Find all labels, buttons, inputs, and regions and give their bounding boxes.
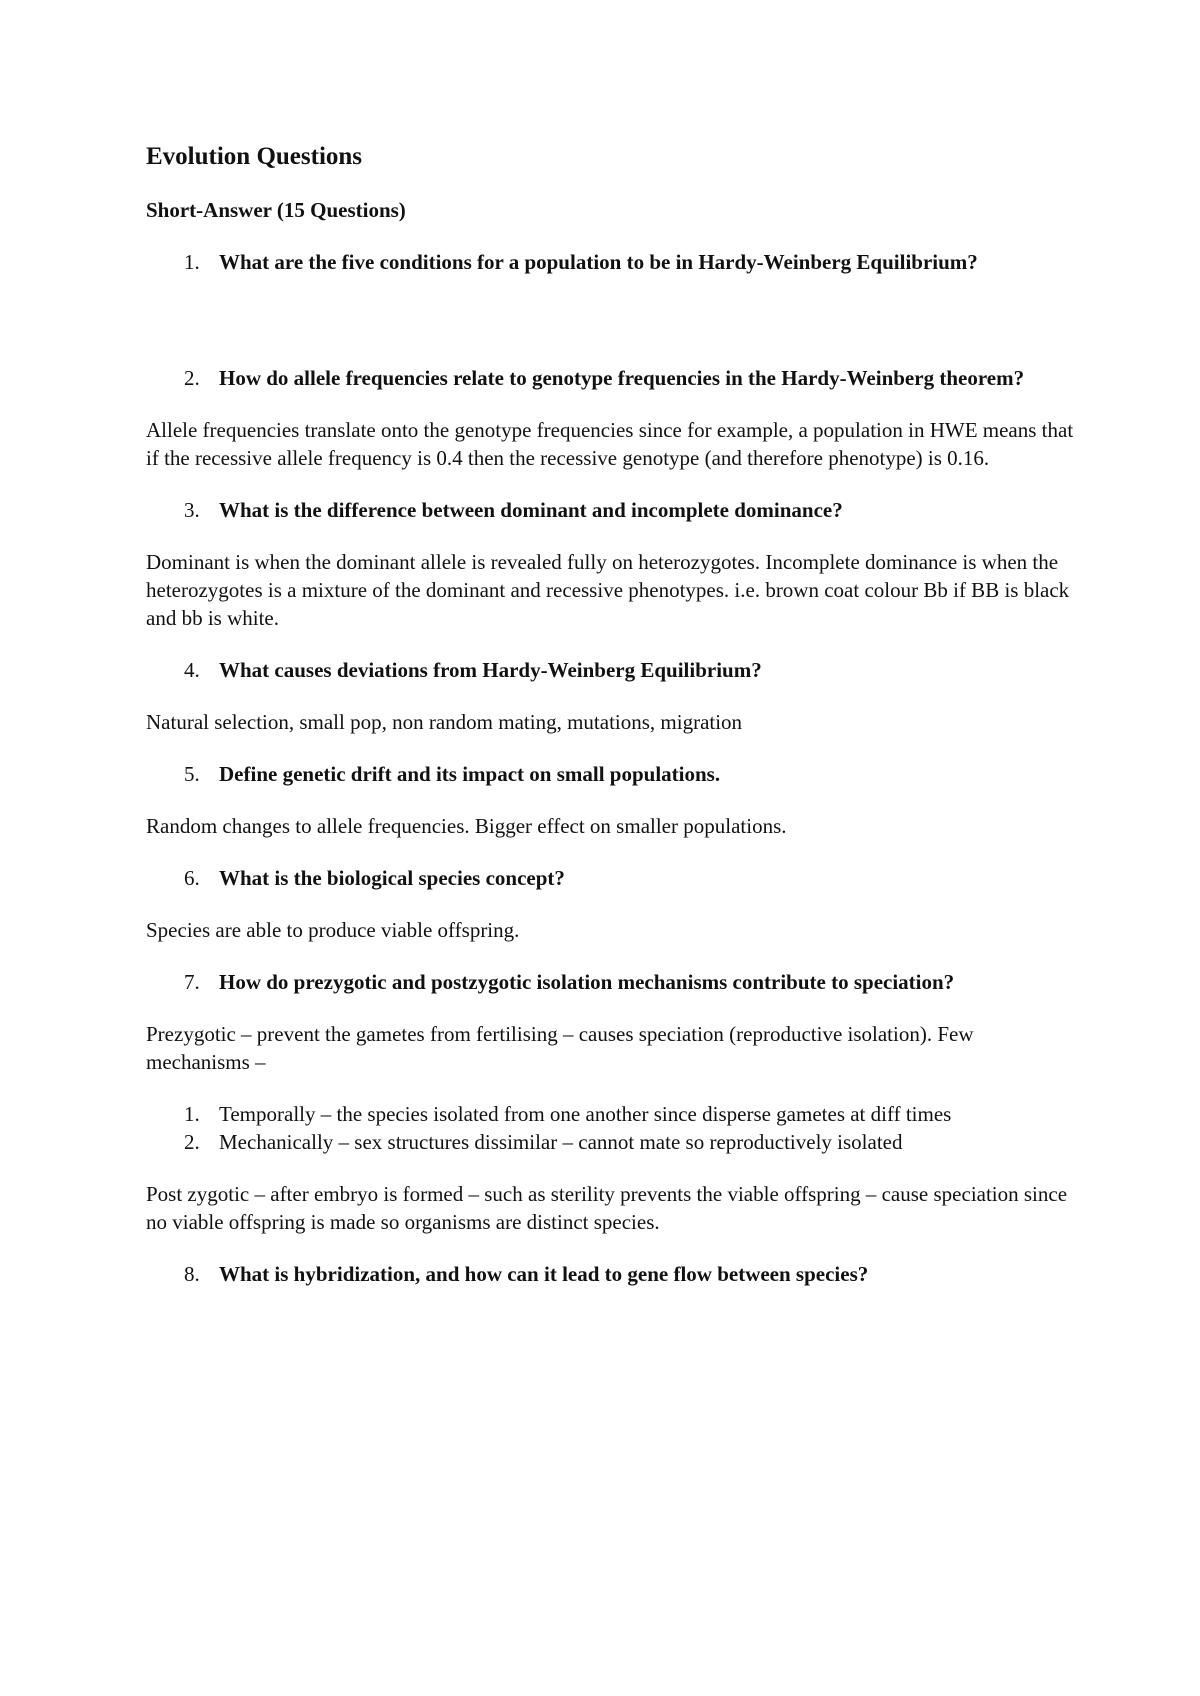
question-text: Define genetic drift and its impact on small populations.	[219, 762, 721, 786]
answer-6: Species are able to produce viable offspring.	[146, 918, 520, 942]
question-text: How do allele frequencies relate to genotype frequencies in the Hardy-Weinberg theorem?	[219, 366, 1025, 390]
question-5	[146, 760, 1076, 788]
list-item	[146, 1128, 1076, 1156]
question-number: 3.	[184, 498, 200, 522]
question-2	[146, 364, 1076, 392]
answer-4: Natural selection, small pop, non random mating, mutations, migration	[146, 710, 743, 734]
list-item-text: Temporally – the species isolated from one another since disperse gametes at diff times	[219, 1102, 952, 1126]
question-text: What is hybridization, and how can it lead to gene flow between species?	[219, 1262, 869, 1286]
question-text: How do prezygotic and postzygotic isolation mechanisms contribute to speciation?	[219, 970, 955, 994]
question-6	[146, 864, 1076, 892]
list-item-text: Mechanically – sex structures dissimilar – cannot mate so reproductively isolated	[219, 1130, 903, 1154]
document-page	[146, 142, 1076, 1288]
question-text: What is the difference between dominant and incomplete dominance?	[219, 498, 843, 522]
question-number: 7.	[184, 970, 200, 994]
question-4	[146, 656, 1076, 684]
question-3	[146, 496, 1076, 524]
section-heading: Short-Answer (15 Questions)	[146, 198, 406, 222]
answer-3: Dominant is when the dominant allele is revealed fully on heterozygotes. Incomplete dominance is when the heterozygotes is a mixture of the dominant and recessive phenotypes. i.e. brown coat colour Bb if BB is black and bb is white.	[146, 550, 1070, 630]
question-text: What are the five conditions for a population to be in Hardy-Weinberg Equilibrium?	[219, 250, 978, 274]
question-text: What causes deviations from Hardy-Weinberg Equilibrium?	[219, 658, 762, 682]
list-item	[146, 1100, 1076, 1128]
question-number: 1.	[184, 250, 200, 274]
answer-5: Random changes to allele frequencies. Bigger effect on smaller populations.	[146, 814, 787, 838]
question-8	[146, 1260, 1076, 1288]
answer-7-continued: Post zygotic – after embryo is formed – such as sterility prevents the viable offspring – cause speciation since no viable offspring is made so organisms are distinct species.	[146, 1182, 1068, 1234]
question-number: 6.	[184, 866, 200, 890]
list-item-number: 1.	[184, 1102, 200, 1126]
question-number: 4.	[184, 658, 200, 682]
question-7	[146, 968, 1076, 996]
question-1	[146, 248, 1076, 276]
answer-2: Allele frequencies translate onto the genotype frequencies since for example, a population in HWE means that if the recessive allele frequency is 0.4 then the recessive genotype (and therefore phenotype) is 0.16.	[146, 418, 1074, 470]
question-number: 2.	[184, 366, 200, 390]
document-title: Evolution Questions	[146, 143, 363, 170]
question-text: What is the biological species concept?	[219, 866, 565, 890]
list-item-number: 2.	[184, 1130, 200, 1154]
question-number: 5.	[184, 762, 200, 786]
answer-7: Prezygotic – prevent the gametes from fertilising – causes speciation (reproductive isolation). Few mechanisms –	[146, 1022, 974, 1074]
question-number: 8.	[184, 1262, 200, 1286]
